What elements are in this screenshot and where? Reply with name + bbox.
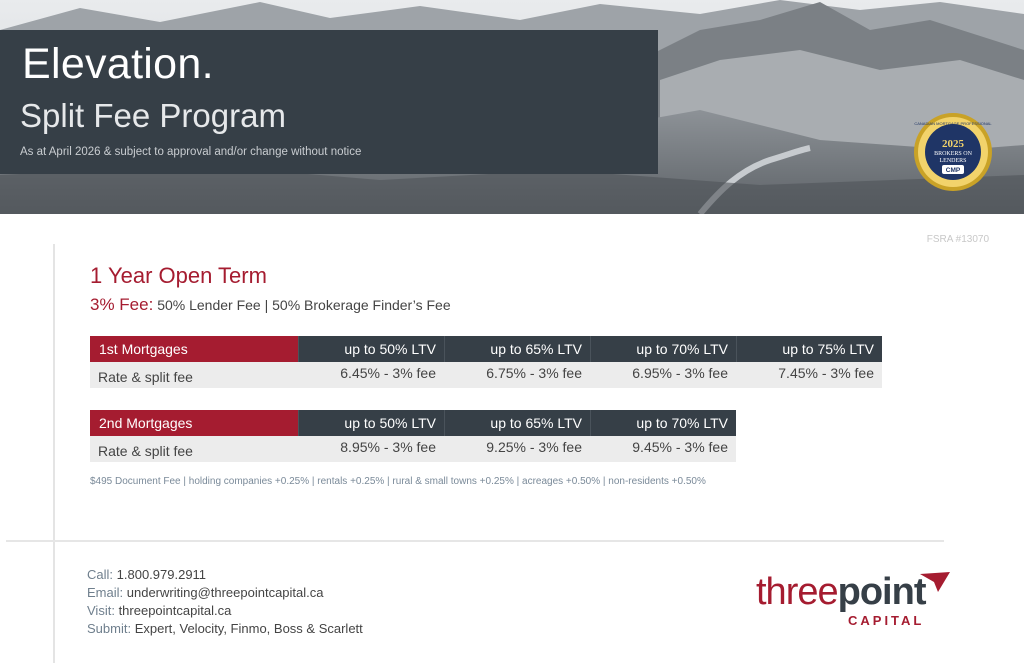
rate-cell: 8.95% - 3% fee (298, 436, 444, 462)
column-header: up to 65% LTV (444, 336, 590, 362)
table-row (90, 436, 736, 462)
contact-block (87, 566, 363, 638)
column-header: up to 70% LTV (590, 336, 736, 362)
program-title: Split Fee Program (20, 97, 286, 134)
column-header: up to 70% LTV (590, 410, 736, 436)
award-line2: LENDERS (939, 158, 967, 164)
column-header: up to 65% LTV (444, 410, 590, 436)
term-title: 1 Year Open Term (90, 263, 267, 288)
visit-label: Visit: (87, 603, 115, 618)
hero-banner (0, 0, 1024, 214)
award-line1: BROKERS ON (934, 151, 972, 157)
fee-label: 3% Fee: (90, 295, 154, 314)
left-divider (53, 244, 55, 663)
award-badge (913, 112, 993, 192)
logo-flag-icon (920, 572, 950, 592)
table-header-row (90, 410, 736, 436)
rate-cell: 9.25% - 3% fee (444, 436, 590, 462)
phone-link[interactable]: 1.800.979.2911 (116, 567, 207, 582)
subject-note: As at April 2026 & subject to approval and/or change without notice (20, 146, 362, 158)
submit-platforms: Expert, Velocity, Finmo, Boss & Scarlett (134, 621, 363, 636)
fsra-license: FSRA #13070 (926, 234, 989, 245)
row-label: Rate & split fee (90, 362, 298, 388)
column-header: up to 50% LTV (298, 410, 444, 436)
fee-detail: 50% Lender Fee | 50% Brokerage Finder’s Fee (157, 297, 451, 313)
rate-cell: 9.45% - 3% fee (590, 436, 736, 462)
website-link[interactable]: threepointcapital.ca (118, 603, 232, 618)
fee-line (90, 295, 451, 315)
email-label: Email: (87, 585, 124, 600)
logo-subtitle: CAPITAL (848, 613, 925, 628)
contact-visit (87, 602, 363, 620)
contact-submit (87, 620, 363, 638)
award-mark: CMP (945, 167, 961, 174)
table-header-label: 2nd Mortgages (90, 410, 298, 436)
contact-email (87, 584, 363, 602)
logo-word-point: point (837, 571, 926, 613)
threepoint-capital-logo (756, 571, 956, 631)
table-row (90, 362, 882, 388)
rate-cell: 6.75% - 3% fee (444, 362, 590, 388)
title-panel (0, 30, 658, 174)
table-header-row (90, 336, 882, 362)
logo-word-three: three (756, 571, 838, 613)
brand-title: Elevation. (22, 40, 214, 88)
column-header: up to 50% LTV (298, 336, 444, 362)
rate-cell: 7.45% - 3% fee (736, 362, 882, 388)
footer-divider (6, 540, 944, 542)
submit-label: Submit: (87, 621, 132, 636)
second-mortgages-table (90, 410, 736, 462)
logo-wordmark (756, 571, 925, 613)
table-header-label: 1st Mortgages (90, 336, 298, 362)
rate-cell: 6.45% - 3% fee (298, 362, 444, 388)
email-link[interactable]: underwriting@threepointcapital.ca (126, 585, 324, 600)
award-year: 2025 (942, 138, 964, 150)
call-label: Call: (87, 567, 114, 582)
award-seal-icon (913, 112, 993, 192)
award-ring-text: CANADIAN MORTGAGE PROFESSIONAL (914, 121, 992, 126)
row-label: Rate & split fee (90, 436, 298, 462)
column-header: up to 75% LTV (736, 336, 882, 362)
fees-footnote: $495 Document Fee | holding companies +0.25% | rentals +0.25% | rural & small towns +0.25% | acreages +0.50% | non-residents +0.50% (90, 476, 706, 487)
contact-call (87, 566, 363, 584)
first-mortgages-table (90, 336, 882, 388)
rate-cell: 6.95% - 3% fee (590, 362, 736, 388)
